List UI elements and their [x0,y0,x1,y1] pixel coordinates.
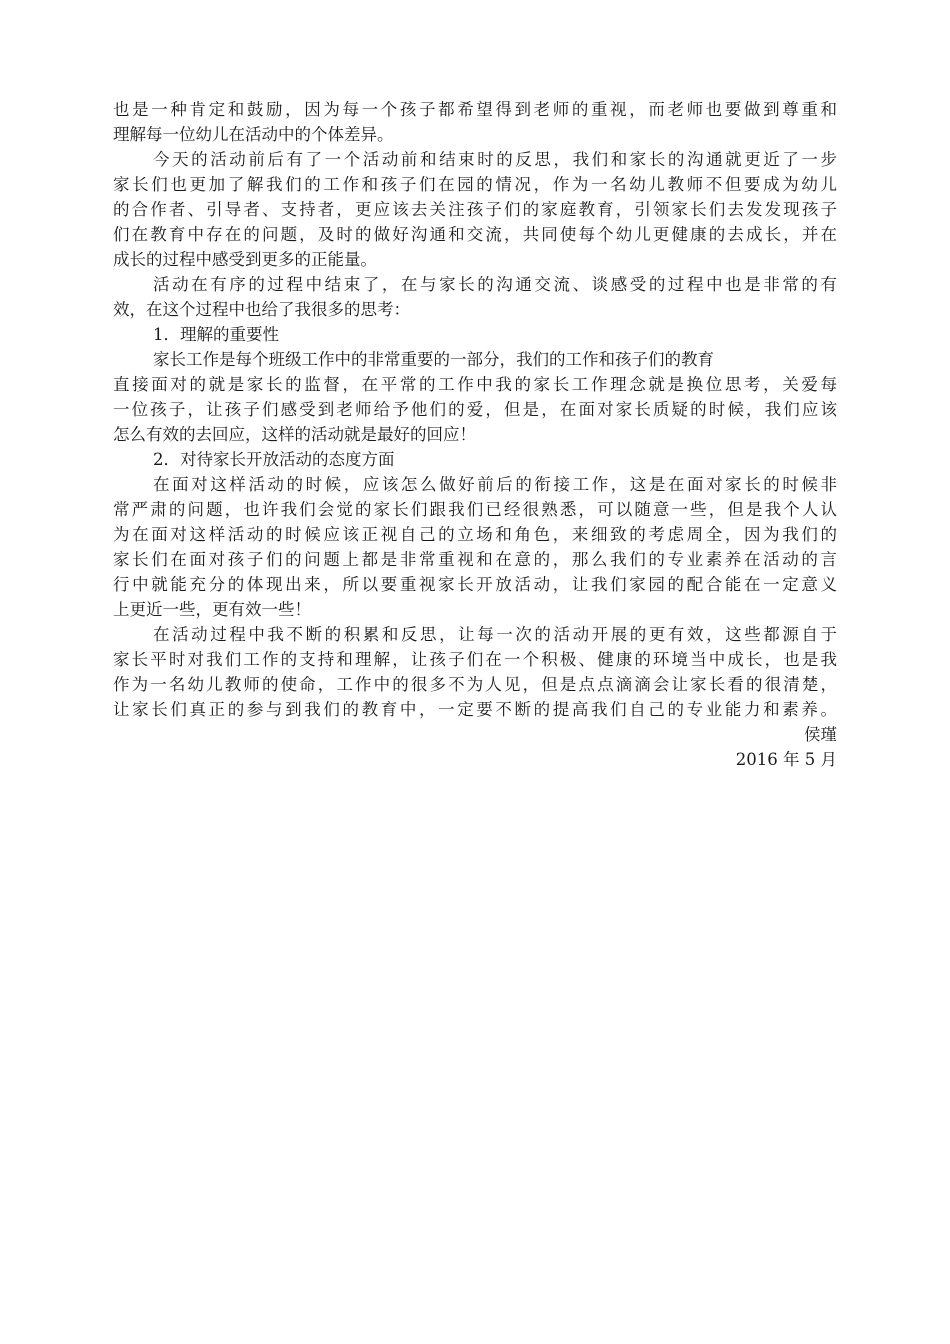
document-page [113,97,837,772]
text-line: 行中就能充分的体现出来，所以要重视家长开放活动，让我们家园的配合能在一定意义 [113,575,837,594]
section-heading-2 [113,447,837,472]
text-line: 活动在有序的过程中结束了，在与家长的沟通交流、谈感受的过程中也是非常的有 [153,275,837,294]
section-heading-text: 1．理解的重要性 [153,325,279,344]
paragraph-7 [113,472,837,622]
text-line: 也是一种肯定和鼓励，因为每一个孩子都希望得到老师的重视，而老师也要做到尊重和 [113,100,837,119]
text-line: 作为一名幼儿教师的使命，工作中的很多不为人见，但是点点滴滴会让家长看的很清楚， [113,675,837,694]
text-line: 一位孩子，让孩子们感受到老师给予他们的爱，但是，在面对家长质疑的时候，我们应该 [113,400,837,419]
text-line: 们在教育中存在的问题，及时的做好沟通和交流，共同使每个幼儿更健康的去成长，并在 [113,225,837,244]
section-heading-text: 2．对待家长开放活动的态度方面 [153,450,395,469]
text-line: 的合作者、引导者、支持者，更应该去关注孩子们的家庭教育，引领家长们去发发现孩子 [113,200,837,219]
text-line: 常严肃的问题，也许我们会觉的家长们跟我们已经很熟悉，可以随意一些，但是我个人认 [113,500,837,519]
section-heading-1 [113,322,837,347]
signature-date: 2016 年 5 月 [735,750,837,769]
text-line: 怎么有效的去回应，这样的活动就是最好的回应！ [113,425,476,444]
paragraph-8 [113,622,837,722]
text-line: 家长工作是每个班级工作中的非常重要的一部分，我们的工作和孩子们的教育 [153,350,714,369]
text-line: 在活动过程中我不断的积累和反思，让每一次的活动开展的更有效，这些都源自于 [153,625,837,644]
paragraph-2 [113,147,837,272]
text-line: 今天的活动前后有了一个活动前和结束时的反思，我们和家长的沟通就更近了一步 [153,150,837,169]
text-line: 效，在这个过程中也给了我很多的思考： [113,300,410,319]
text-line: 在面对这样活动的时候，应该怎么做好前后的衔接工作，这是在面对家长的时候非 [153,475,837,494]
text-line: 家长们也更加了解我们的工作和孩子们在园的情况，作为一名幼儿教师不但要成为幼儿 [113,175,837,194]
text-line: 理解每一位幼儿在活动中的个体差异。 [113,125,394,144]
text-line: 让家长们真正的参与到我们的教育中，一定要不断的提高我们自己的专业能力和素养。 [113,700,837,719]
text-line: 上更近一些，更有效一些！ [113,600,311,619]
text-line: 家长们在面对孩子们的问题上都是非常重视和在意的，那么我们的专业素养在活动的言 [113,550,837,569]
text-line: 为在面对这样活动的时候应该正视自己的立场和角色，来细致的考虑周全，因为我们的 [113,525,837,544]
paragraph-5 [113,347,837,447]
signature-author: 侯瑾 [804,725,837,744]
paragraph-3 [113,272,837,322]
text-line: 直接面对的就是家长的监督，在平常的工作中我的家长工作理念就是换位思考，关爱每 [113,375,837,394]
paragraph-1 [113,97,837,147]
text-line: 成长的过程中感受到更多的正能量。 [113,250,377,269]
text-line: 家长平时对我们工作的支持和理解，让孩子们在一个积极、健康的环境当中成长，也是我 [113,650,837,669]
